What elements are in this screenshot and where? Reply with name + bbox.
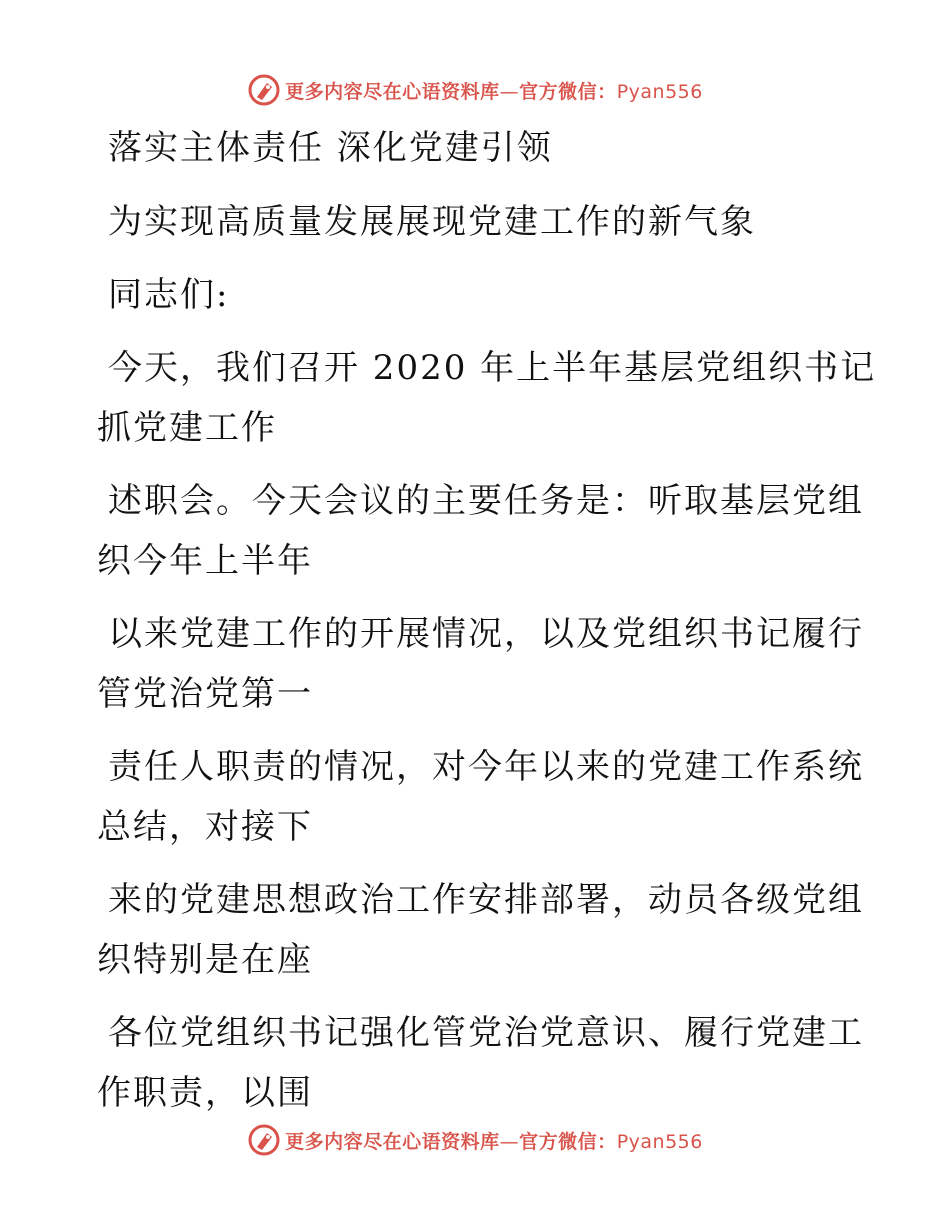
pen-nib-seal-icon: [247, 1123, 281, 1157]
paragraph-line: 作职责，以围: [97, 1073, 313, 1113]
document-subtitle: 为实现高质量发展展现党建工作的新气象: [108, 202, 756, 242]
paragraph-line: 各位党组织书记强化管党治党意识、履行党建工: [108, 1013, 864, 1053]
paragraph-line: 管党治党第一: [97, 674, 313, 714]
salutation: 同志们:: [108, 275, 230, 315]
paragraph-line: 织今年上半年: [97, 541, 313, 581]
paragraph-line: 述职会。今天会议的主要任务是：听取基层党组: [108, 481, 864, 521]
paragraph-line: 今天，我们召开 2020 年上半年基层党组织书记: [108, 348, 877, 388]
paragraph-line: 以来党建工作的开展情况，以及党组织书记履行: [108, 614, 864, 654]
paragraph-line: 责任人职责的情况，对今年以来的党建工作系统: [108, 747, 864, 787]
paragraph-line: 织特别是在座: [97, 940, 313, 980]
paragraph-line: 来的党建思想政治工作安排部署，动员各级党组: [108, 880, 864, 920]
watermark-text: 更多内容尽在心语资料库—官方微信：Pyan556: [285, 1130, 703, 1153]
document-title: 落实主体责任 深化党建引领: [108, 128, 553, 168]
paragraph-line: 总结，对接下: [97, 807, 313, 847]
paragraph-line: 抓党建工作: [97, 408, 277, 448]
footer-watermark: [0, 1120, 950, 1160]
watermark-text: 更多内容尽在心语资料库—官方微信：Pyan556: [285, 80, 703, 103]
